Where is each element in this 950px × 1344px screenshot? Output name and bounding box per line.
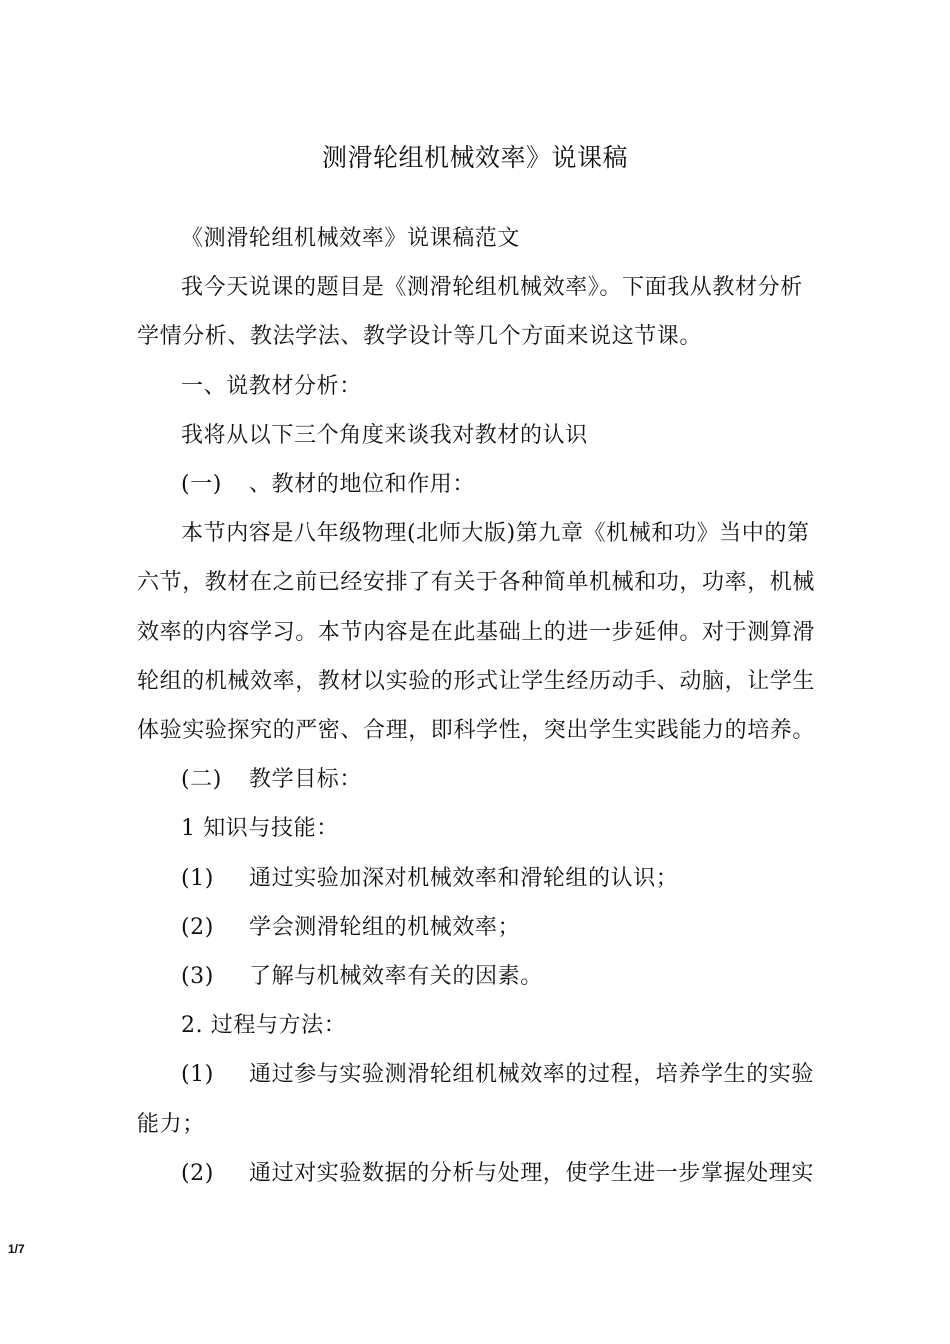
list-item-text: 学会测滑轮组的机械效率； [249, 914, 521, 940]
subsection-text: 、教材的地位和作用： [249, 472, 476, 498]
paragraph-content-line-5: 体验实验探究的严密、合理，即科学性，突出学生实践能力的培养。 [137, 718, 816, 744]
page-number: 1/7 [8, 1242, 25, 1256]
list-item-text: 了解与机械效率有关的因素。 [249, 964, 543, 990]
subsection-number: (二) [181, 767, 222, 793]
subsection-heading-1 [137, 460, 817, 509]
section-heading-1: 一、说教材分析： [181, 373, 362, 399]
subsection-heading-2 [137, 755, 817, 804]
goal-heading-knowledge: 1 知识与技能： [181, 816, 339, 842]
list-item-continuation: 能力； [137, 1111, 205, 1137]
list-item-number: (1) [181, 1062, 214, 1088]
paragraph-content-line-3: 效率的内容学习。本节内容是在此基础上的进一步延伸。对于测算滑 [137, 619, 816, 645]
list-item [137, 952, 817, 1001]
document-title: 测滑轮组机械效率》说课稿 [321, 143, 628, 172]
list-item-number: (1) [181, 865, 214, 891]
list-item-text: 通过对实验数据的分析与处理，使学生进一步掌握处理实 [249, 1160, 815, 1186]
list-item-number: (3) [181, 964, 214, 990]
paragraph-content-line-2: 六节，教材在之前已经安排了有关于各种简单机械和功，功率，机械 [137, 570, 816, 596]
list-item-number: (2) [181, 1160, 214, 1186]
list-item-text: 通过实验加深对机械效率和滑轮组的认识； [249, 865, 679, 891]
paragraph-content-line-4: 轮组的机械效率，教材以实验的形式让学生经历动手、动脑，让学生 [137, 668, 816, 694]
list-item-text: 通过参与实验测滑轮组机械效率的过程，培养学生的实验 [249, 1062, 815, 1088]
document-body [137, 214, 817, 1198]
subsection-text: 教学目标： [249, 767, 363, 793]
list-item [137, 903, 817, 952]
goal-heading-process: 2. 过程与方法： [181, 1013, 347, 1039]
paragraph-intro-line-1: 我今天说课的题目是《测滑轮组机械效率》。下面我从教材分析 [181, 275, 803, 301]
paragraph-subtitle: 《测滑轮组机械效率》说课稿范文 [181, 226, 521, 251]
subsection-number: (一) [181, 472, 222, 498]
paragraph-intro-line-2: 学情分析、教法学法、教学设计等几个方面来说这节课。 [137, 324, 703, 350]
list-item [137, 854, 817, 903]
paragraph-perspective: 我将从以下三个角度来谈我对教材的认识 [181, 422, 588, 448]
list-item [137, 1149, 817, 1198]
list-item [137, 1050, 817, 1099]
paragraph-content-line-1: 本节内容是八年级物理(北师大版)第九章《机械和功》当中的第 [181, 521, 810, 547]
list-item-number: (2) [181, 914, 214, 940]
